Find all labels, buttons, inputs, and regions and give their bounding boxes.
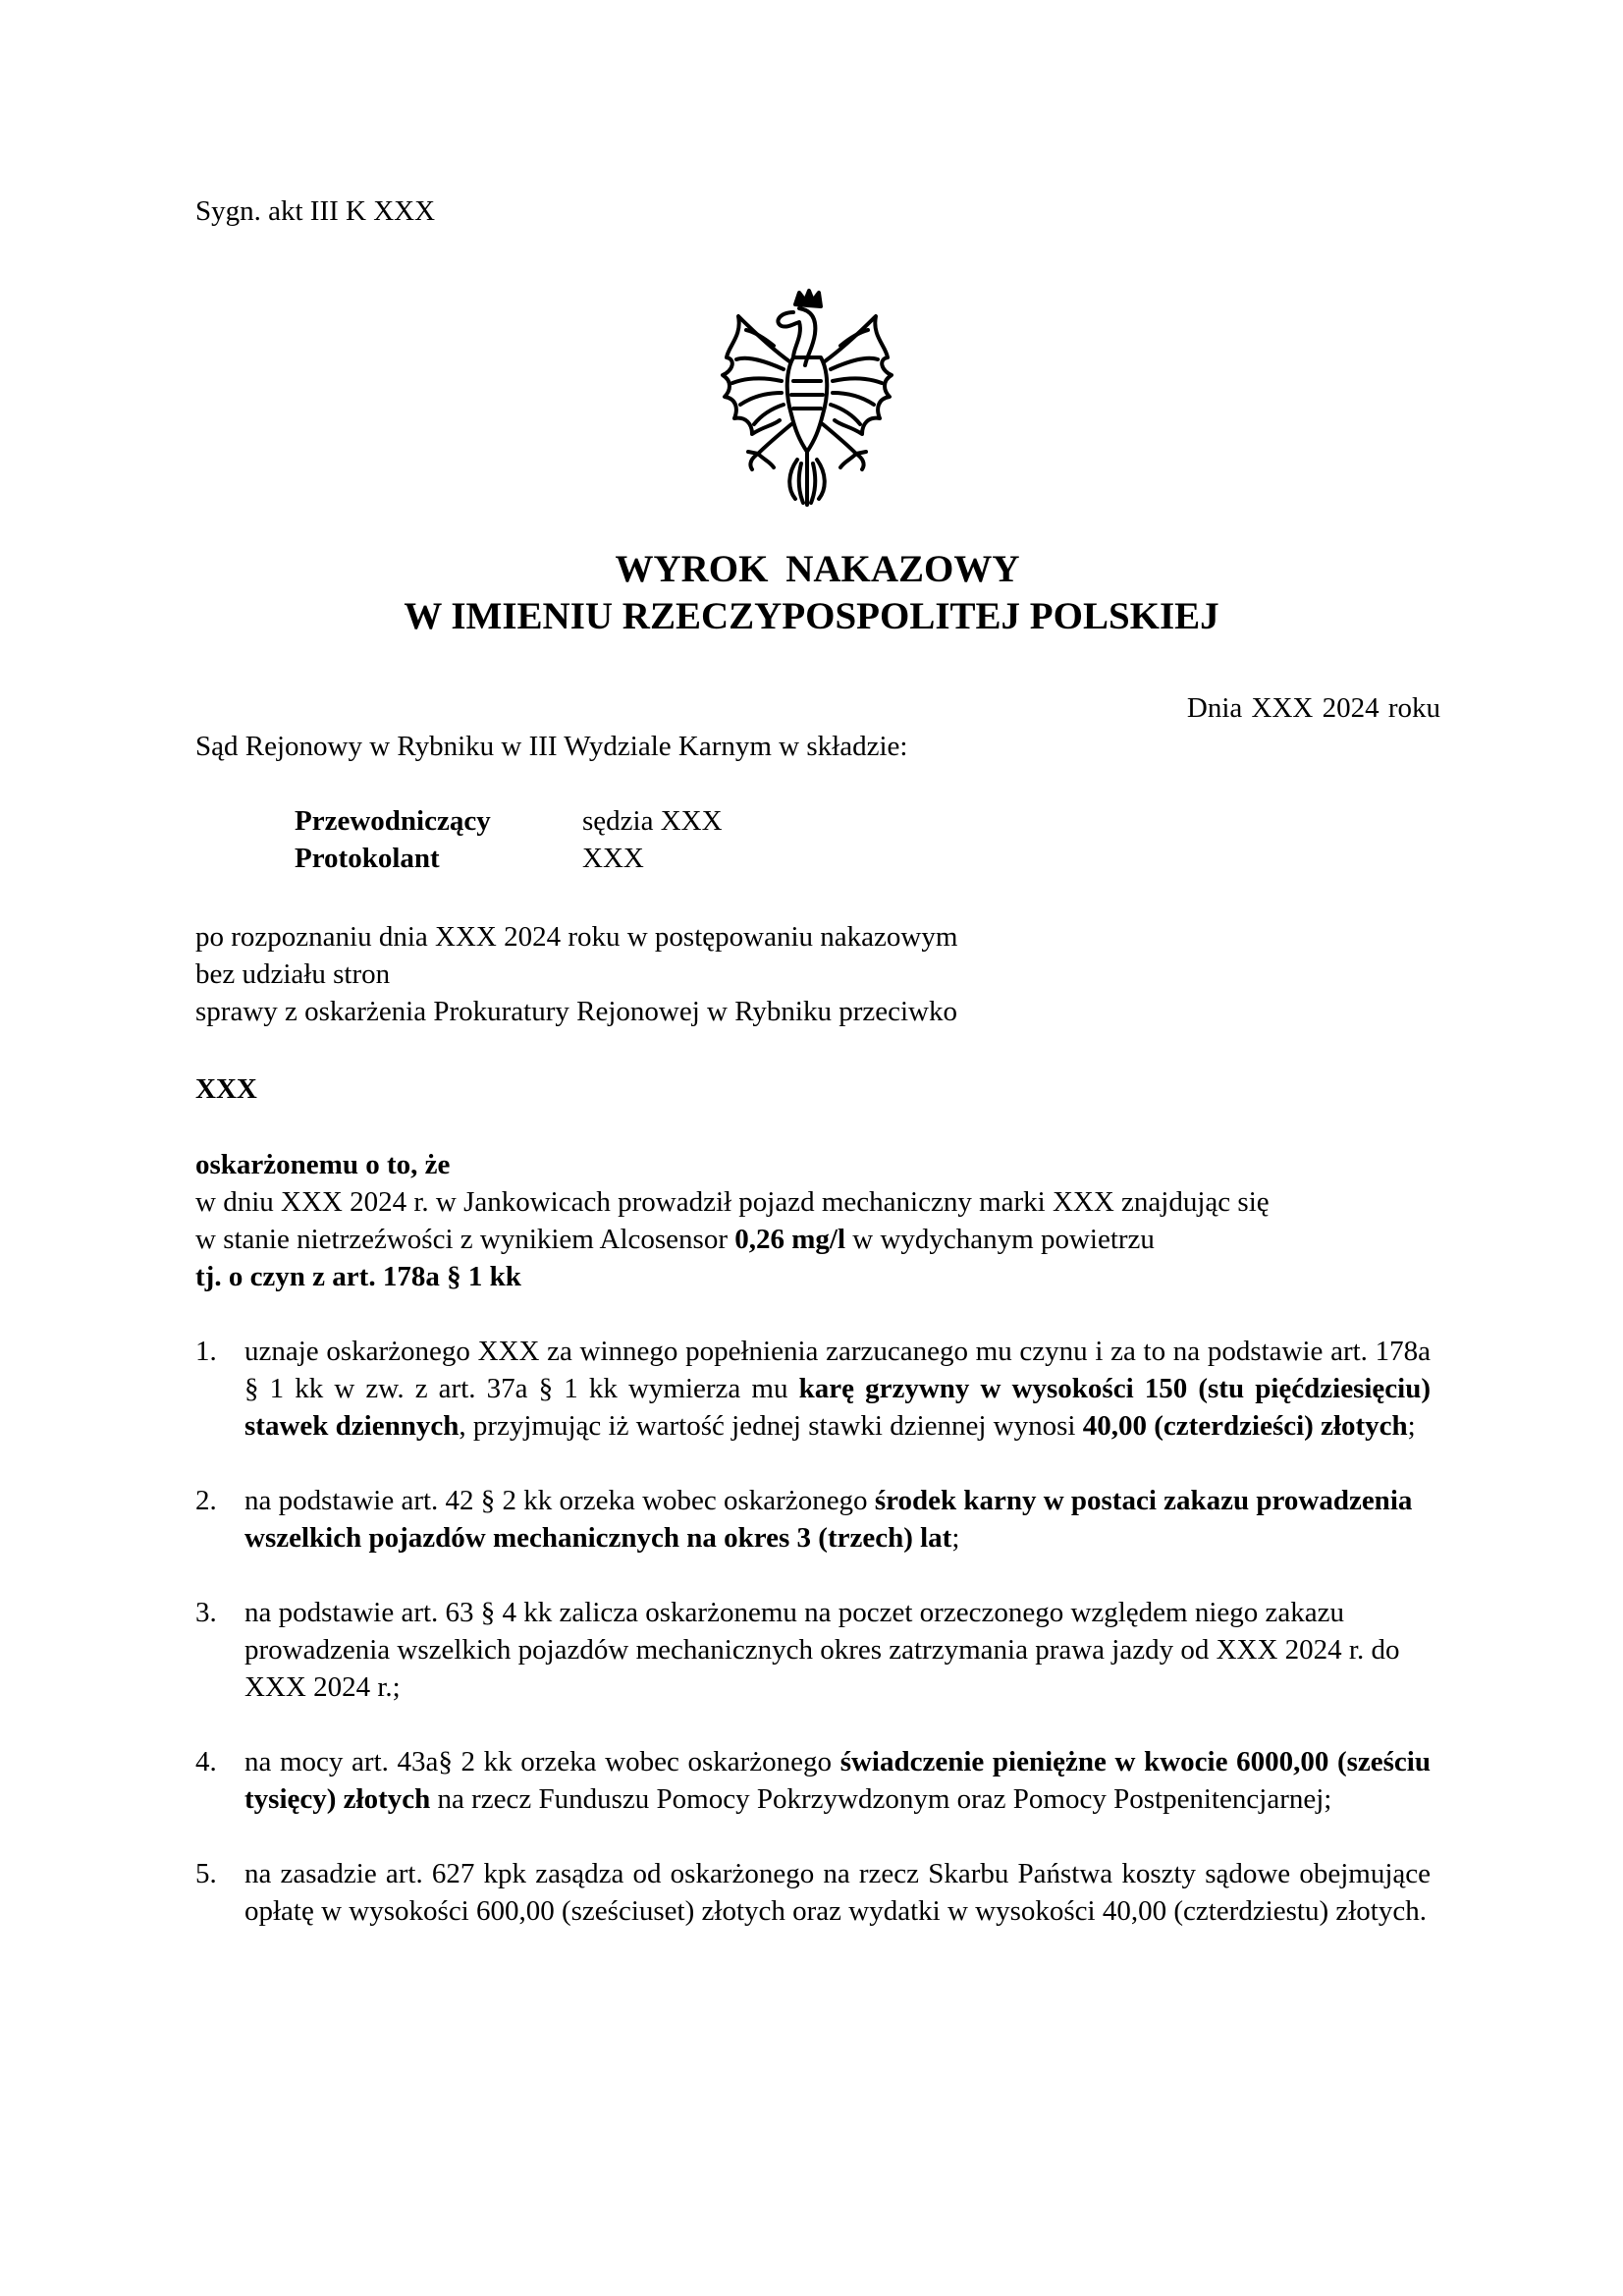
case-reference: Sygn. akt III K XXX — [195, 195, 436, 227]
title-line-2: W IMIENIU RZECZYPOSPOLITEJ POLSKIEJ — [404, 595, 1219, 637]
defendant-name: XXX — [195, 1073, 257, 1105]
ruling-number: 5. — [195, 1858, 217, 1889]
document-title — [0, 546, 1623, 640]
ruling-number: 2. — [195, 1485, 217, 1516]
ruling-text-part: , przyjmując iż wartość jednej stawki dziennej wynosi — [459, 1410, 1083, 1442]
ruling-text-part: ; — [951, 1522, 960, 1554]
ruling-text — [244, 1743, 1431, 1818]
ruling-text-part: na rzecz Funduszu Pomocy Pokrzywdzonym oraz Pomocy Postpenitencjarnej; — [430, 1783, 1332, 1815]
proceedings-line: sprawy z oskarżenia Prokuratury Rejonowej w Rybniku przeciwko — [195, 996, 957, 1027]
ruling-text-part: uznaje oskarżonego XXX za winnego popełnienia zarzucanego mu czynu i za to na podstawie art. 178a § 1 kk w zw. z art. 37a § 1 kk wymierza mu — [244, 1336, 1431, 1404]
alcohol-result: 0,26 mg/l — [734, 1224, 846, 1255]
charge-line — [195, 1221, 1442, 1258]
ruling-rate: 40,00 (czterdzieści) złotych — [1082, 1410, 1408, 1442]
composition-name: XXX — [582, 843, 644, 874]
ruling-item — [195, 1743, 1431, 1818]
charge-line: w dniu XXX 2024 r. w Jankowicach prowadził pojazd mechaniczny marki XXX znajdując się — [195, 1186, 1270, 1218]
charge-section — [195, 1146, 1442, 1295]
composition-role: Przewodniczący — [295, 805, 491, 837]
court-composition — [295, 802, 723, 877]
ruling-text: na podstawie art. 63 § 4 kk zalicza oskarżonemu na poczet orzeczonego względem niego zakazu prowadzenia wszelkich pojazdów mechanicznych okres zatrzymania prawa jazdy od XXX 2024 r. do XXX 2024 r.; — [244, 1597, 1400, 1703]
ruling-number: 4. — [195, 1746, 217, 1777]
court-name: Sąd Rejonowy w Rybniku w III Wydziale Karnym w składzie: — [195, 731, 908, 762]
ruling-item — [195, 1594, 1431, 1706]
ruling-text-part: na podstawie art. 42 § 2 kk orzeka wobec oskarżonego — [244, 1485, 875, 1516]
proceedings-paragraph — [195, 918, 1433, 1030]
charge-text: w stanie nietrzeźwości z wynikiem Alcosensor — [195, 1224, 735, 1255]
ruling-payment: świadczenie pieniężne w kwocie 6000,00 (sześciu tysięcy) złotych — [244, 1746, 1431, 1815]
composition-row — [295, 802, 723, 840]
composition-row — [295, 840, 723, 877]
ruling-number: 3. — [195, 1597, 217, 1628]
charge-heading: oskarżonemu o to, że — [195, 1149, 451, 1180]
ruling-number: 1. — [195, 1336, 217, 1367]
composition-role: Protokolant — [295, 843, 440, 874]
ruling-ban: środek karny w postaci zakazu prowadzenia wszelkich pojazdów mechanicznych na okres 3 (trzech) lat — [244, 1485, 1413, 1554]
ruling-item — [195, 1855, 1431, 1930]
composition-name: sędzia XXX — [582, 805, 723, 837]
rulings-list — [195, 1333, 1431, 1967]
ruling-text — [244, 1333, 1431, 1445]
polish-eagle-emblem-icon — [709, 287, 905, 513]
ruling-item — [195, 1333, 1431, 1445]
judgment-date: Dnia XXX 2024 roku — [1186, 692, 1440, 724]
proceedings-line: bez udziału stron — [195, 958, 391, 990]
proceedings-line: po rozpoznaniu dnia XXX 2024 roku w postępowaniu nakazowym — [195, 921, 958, 953]
ruling-text: na zasadzie art. 627 kpk zasądza od oskarżonego na rzecz Skarbu Państwa koszty sądowe obejmujące opłatę w wysokości 600,00 (sześciuset) złotych oraz wydatki w wysokości 40,00 (czterdziestu) złotych. — [244, 1858, 1431, 1927]
ruling-item — [195, 1482, 1431, 1557]
ruling-text-part: na mocy art. 43a§ 2 kk orzeka wobec oskarżonego — [244, 1746, 840, 1777]
title-line-1: WYROK NAKAZOWY — [615, 548, 1020, 590]
ruling-text-part: ; — [1407, 1410, 1416, 1442]
charge-text: w wydychanym powietrzu — [845, 1224, 1155, 1255]
charge-qualification: tj. o czyn z art. 178a § 1 kk — [195, 1261, 521, 1292]
ruling-text — [244, 1482, 1431, 1557]
ruling-penalty: karę grzywny w wysokości 150 (stu pięćdziesięciu) stawek dziennych — [244, 1373, 1431, 1442]
